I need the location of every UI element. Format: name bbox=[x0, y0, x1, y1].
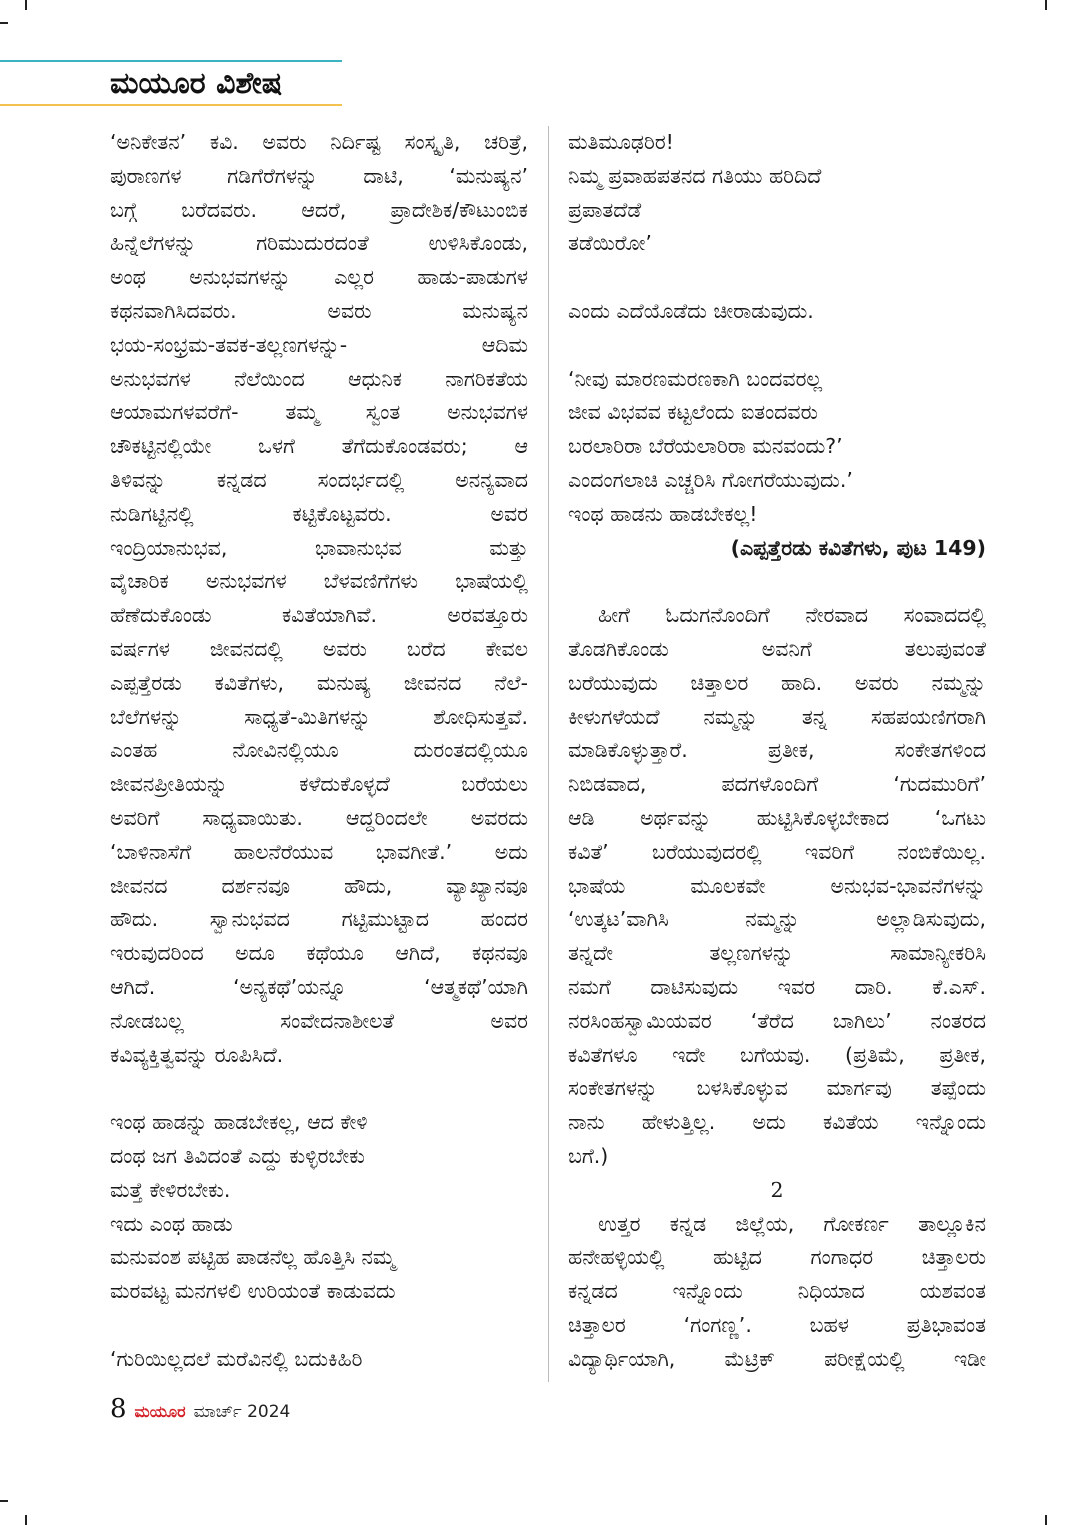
text-line: ಆಯಾಮಗಳವರೆಗೆ- ತಮ್ಮ ಸ್ವಂತ ಅನುಭವಗಳ bbox=[110, 400, 528, 425]
text-line: ಚೌಕಟ್ಟಿನಲ್ಲಿಯೇ ಒಳಗೆ ತೆಗೆದುಕೊಂಡವರು; ಆ bbox=[110, 434, 528, 459]
text-line: ತಿಳಿವನ್ನು ಕನ್ನಡದ ಸಂದರ್ಭದಲ್ಲಿ ಅನನ್ಯವಾದ bbox=[110, 467, 528, 492]
text-line: ಹಿನ್ನೆಲೆಗಳನ್ನು ಗರಿಮುದುರದಂತೆ ಉಳಿಸಿಕೊಂಡು, bbox=[110, 231, 528, 256]
poem-line: ಮತಿಮೂಢರಿರ! bbox=[568, 130, 674, 154]
text-line: ‘ಬಾಳಿನಾಸೆಗೆ ಹಾಲನೆರೆಯುವ ಭಾವಗೀತೆ.’ ಅದು bbox=[110, 839, 528, 864]
text-line: ವೈಚಾರಿಕ ಅನುಭವಗಳ ಬೆಳವಣಿಗೆಗಳು ಭಾಷೆಯಲ್ಲಿ bbox=[110, 569, 528, 594]
text-line: ವರ್ಷಗಳ ಜೀವನದಲ್ಲಿ ಅವರು ಬರೆದ ಕೇವಲ bbox=[110, 636, 528, 661]
body-paragraph bbox=[568, 1208, 986, 1377]
text-line: ಭಾಷೆಯ ಮೂಲಕವೇ ಅನುಭವ-ಭಾವನೆಗಳನ್ನು bbox=[568, 873, 986, 898]
text-line: ನಿಬಿಡವಾದ, ಪದಗಳೊಂದಿಗೆ ‘ಗುದಮುರಿಗೆ’ bbox=[568, 772, 986, 797]
text-line: ನರಸಿಂಹಸ್ವಾಮಿಯವರ ‘ತೆರೆದ ಬಾಗಿಲು’ ನಂತರದ bbox=[568, 1008, 986, 1033]
text-line: ಬರೆಯುವುದು ಚಿತ್ತಾಲರ ಹಾದಿ. ಅವರು ನಮ್ಮನ್ನು bbox=[568, 670, 986, 695]
text-line: ಭಯ-ಸಂಭ್ರಮ-ತವಕ-ತಲ್ಲಣಗಳನ್ನು- ಆದಿಮ bbox=[110, 332, 528, 357]
text-line: ಇರುವುದರಿಂದ ಅದೂ ಕಥೆಯೂ ಆಗಿದೆ, ಕಥನವೂ bbox=[110, 941, 528, 966]
section-title: ಮಯೂರ ವಿಶೇಷ bbox=[110, 66, 283, 101]
right-column bbox=[568, 126, 986, 1376]
connector-line: ಎಂದು ಎದೆಯೊಡೆದು ಚೀರಾಡುವುದು. bbox=[568, 298, 814, 323]
text-line: ನುಡಿಗಟ್ಟಿನಲ್ಲಿ ಕಟ್ಟಿಕೊಟ್ಟವರು. ಅವರ bbox=[110, 501, 528, 526]
text-line: ಅನುಭವಗಳ ನೆಲೆಯಿಂದ ಆಧುನಿಕ ನಾಗರಿಕತೆಯ bbox=[110, 366, 528, 391]
header-accent-line-bottom bbox=[0, 104, 342, 106]
issue-date: ಮಾರ್ಚ್ 2024 bbox=[193, 1402, 291, 1422]
text-line: ಇಂದ್ರಿಯಾನುಭವ, ಭಾವಾನುಭವ ಮತ್ತು bbox=[110, 535, 528, 560]
poem-quote bbox=[568, 363, 986, 532]
text-line: ಹೀಗೆ ಓದುಗನೊಂದಿಗೆ ನೇರವಾದ ಸಂವಾದದಲ್ಲಿ bbox=[598, 603, 986, 628]
text-line: ಉತ್ತರ ಕನ್ನಡ ಜಿಲ್ಲೆಯ, ಗೋಕರ್ಣ ತಾಲ್ಲೂಕಿನ bbox=[598, 1211, 986, 1236]
text-line: ತೊಡಗಿಕೊಂಡು ಅವನಿಗೆ ತಲುಪುವಂತೆ bbox=[568, 636, 986, 661]
citation: (ಎಪ್ಪತ್ತೆರಡು ಕವಿತೆಗಳು, ಪುಟ 149) bbox=[730, 535, 986, 560]
poem-line: ನಿಮ್ಮ ಪ್ರವಾಹಪತನದ ಗತಿಯು ಹರಿದಿದೆ bbox=[568, 163, 822, 188]
poem-line: ಬರಲಾರಿರಾ ಬೆರೆಯಲಾರಿರಾ ಮನವಂದು?’ bbox=[568, 434, 843, 459]
text-line: ಜೀವನಪ್ರೀತಿಯನ್ನು ಕಳೆದುಕೊಳ್ಳದೆ ಬರೆಯಲು bbox=[110, 772, 528, 797]
crop-mark bbox=[0, 1500, 8, 1502]
text-line: ಎಂತಹ ನೋವಿನಲ್ಲಿಯೂ ದುರಂತದಲ್ಲಿಯೂ bbox=[110, 738, 528, 763]
paragraph-gap bbox=[110, 1072, 528, 1106]
text-line: ಎಪ್ಪತ್ತೆರಡು ಕವಿತೆಗಳು, ಮನುಷ್ಯ ಜೀವನದ ನೆಲೆ- bbox=[110, 670, 528, 695]
poem-line: ಮರವಟ್ಟ ಮನಗಳಲಿ ಉರಿಯಂತೆ ಕಾಡುವದು bbox=[110, 1279, 396, 1304]
poem-line: ‘ನೀವು ಮಾರಣಮರಣಕಾಗಿ ಬಂದವರಲ್ಲ bbox=[568, 366, 823, 391]
poem-line: ‘ಗುರಿಯಿಲ್ಲದಲೆ ಮರೆವಿನಲ್ಲಿ ಬದುಕಿಹಿರಿ bbox=[110, 1346, 363, 1371]
paragraph-gap bbox=[568, 329, 986, 363]
left-column bbox=[110, 126, 528, 1376]
poem-line: ಇದು ಎಂಥ ಹಾಡು bbox=[110, 1211, 233, 1236]
text-line: ಜೀವನದ ದರ್ಶನವೂ ಹೌದು, ವ್ಯಾಖ್ಯಾನವೂ bbox=[110, 873, 528, 898]
poem-line: ಇಂಥ ಹಾಡನು ಹಾಡಬೇಕಲ್ಲ! bbox=[568, 501, 758, 526]
text-line: ನಮಗೆ ದಾಟಿಸುವುದು ಇವರ ದಾರಿ. ಕೆ.ಎಸ್. bbox=[568, 974, 986, 999]
poem-quote bbox=[110, 1106, 528, 1309]
page-footer bbox=[110, 1394, 290, 1430]
page-number: 8 bbox=[110, 1394, 127, 1424]
text-line: ಬಗ್ಗೆ ಬರೆದವರು. ಆದರೆ, ಪ್ರಾದೇಶಿಕ/ಕೌಟುಂಬಿಕ bbox=[110, 197, 528, 222]
column-divider bbox=[548, 126, 549, 1382]
text-line: ಅಂಥ ಅನುಭವಗಳನ್ನು ಎಲ್ಲರ ಹಾಡು-ಪಾಡುಗಳ bbox=[110, 265, 528, 290]
text-line: ನೋಡಬಲ್ಲ ಸಂವೇದನಾಶೀಲತೆ ಅವರ bbox=[110, 1008, 528, 1033]
text-line: ‘ಉತ್ಕಟ’ವಾಗಿಸಿ ನಮ್ಮನ್ನು ಅಲ್ಲಾಡಿಸುವುದು, bbox=[568, 907, 986, 932]
poem-line: ಪ್ರಪಾತದೆಡೆ bbox=[568, 197, 642, 222]
paragraph-gap bbox=[110, 1309, 528, 1343]
text-line: ಕನ್ನಡದ ಇನ್ನೊಂದು ನಿಧಿಯಾದ ಯಶವಂತ bbox=[568, 1279, 986, 1304]
text-line: ಬಗೆ.) bbox=[568, 1143, 609, 1168]
crop-mark bbox=[0, 22, 8, 24]
text-line: ಮಾಡಿಕೊಳ್ಳುತ್ತಾರೆ. ಪ್ರತೀಕ, ಸಂಕೇತಗಳಿಂದ bbox=[568, 738, 986, 763]
section-number: 2 bbox=[770, 1177, 784, 1202]
text-line: ಬೆಲೆಗಳನ್ನು ಸಾಧ್ಯತೆ-ಮಿತಿಗಳನ್ನು ಶೋಧಿಸುತ್ತವೆ. bbox=[110, 704, 528, 729]
crop-mark bbox=[25, 0, 27, 10]
text-line: ಹೌದು. ಸ್ವಾನುಭವದ ಗಟ್ಟಿಮುಟ್ಟಾದ ಹಂದರ bbox=[110, 907, 528, 932]
text-line: ಕಥನವಾಗಿಸಿದವರು. ಅವರು ಮನುಷ್ಯನ bbox=[110, 298, 528, 323]
poem-line: ತಡೆಯಿರೋ’ bbox=[568, 231, 652, 256]
poem-line: ಜೀವ ವಿಭವವ ಕಟ್ಟಲೆಂದು ಐತಂದವರು bbox=[568, 400, 818, 425]
paragraph-gap bbox=[568, 261, 986, 295]
poem-line: ಮನುವಂಶ ಪಟ್ಟಿಹ ಪಾಡನೆಲ್ಲ ಹೊತ್ತಿಸಿ ನಮ್ಮ bbox=[110, 1245, 396, 1270]
text-line: ಸಂಕೇತಗಳನ್ನು ಬಳಸಿಕೊಳ್ಳುವ ಮಾರ್ಗವು ತಪ್ಪೆಂದು bbox=[568, 1076, 986, 1101]
text-line: ‘ಅನಿಕೇತನ’ ಕವಿ. ಅವರು ನಿರ್ದಿಷ್ಟ ಸಂಸ್ಕೃತಿ, ಚರಿತ್ರೆ, bbox=[110, 130, 528, 154]
text-line: ಹನೇಹಳ್ಳಿಯಲ್ಲಿ ಹುಟ್ಟಿದ ಗಂಗಾಧರ ಚಿತ್ತಾಲರು bbox=[568, 1245, 986, 1270]
poem-line: ಎಂದಂಗಲಾಚಿ ಎಚ್ಚರಿಸಿ ಗೋಗರೆಯುವುದು.’ bbox=[568, 467, 853, 492]
text-line: ಪುರಾಣಗಳ ಗಡಿಗೆರೆಗಳನ್ನು ದಾಟಿ, ‘ಮನುಷ್ಯನ’ bbox=[110, 163, 528, 188]
text-line: ಕೀಳುಗಳೆಯದೆ ನಮ್ಮನ್ನು ತನ್ನ ಸಹಪಯಣಿಗರಾಗಿ bbox=[568, 704, 986, 729]
poem-line: ಇಂಥ ಹಾಡನ್ನು ಹಾಡಬೇಕಲ್ಲ, ಆದ ಕೇಳಿ bbox=[110, 1110, 368, 1135]
text-line: ಕವಿವ್ಯಕ್ತಿತ್ವವನ್ನು ರೂಪಿಸಿದೆ. bbox=[110, 1042, 284, 1067]
header-accent-line-top bbox=[0, 60, 342, 62]
crop-mark bbox=[1045, 1515, 1047, 1525]
text-line: ಚಿತ್ತಾಲರ ‘ಗಂಗಣ್ಣ’. ಬಹಳ ಪ್ರತಿಭಾವಂತ bbox=[568, 1312, 986, 1337]
paragraph-gap bbox=[568, 565, 986, 599]
text-line: ಕವಿತೆಗಳೂ ಇದೇ ಬಗೆಯವು. (ಪ್ರತಿಮೆ, ಪ್ರತೀಕ, bbox=[568, 1042, 986, 1067]
text-line: ಕವಿತೆ’ ಬರೆಯುವುದರಲ್ಲಿ ಇವರಿಗೆ ನಂಬಿಕೆಯಿಲ್ಲ. bbox=[568, 839, 986, 864]
body-paragraph bbox=[110, 126, 528, 1072]
crop-mark bbox=[25, 1515, 27, 1525]
text-line: ಆಗಿದೆ. ‘ಅನ್ಯಕಥೆ’ಯನ್ನೂ ‘ಆತ್ಮಕಥೆ’ಯಾಗಿ bbox=[110, 974, 528, 999]
text-line: ನಾನು ಹೇಳುತ್ತಿಲ್ಲ. ಅದು ಕವಿತೆಯ ಇನ್ನೊಂದು bbox=[568, 1110, 986, 1135]
text-line: ಅವರಿಗೆ ಸಾಧ್ಯವಾಯಿತು. ಆದ್ದರಿಂದಲೇ ಅವರದು bbox=[110, 805, 528, 830]
poem-quote bbox=[568, 126, 986, 261]
text-line: ಆಡಿ ಅರ್ಥವನ್ನು ಹುಟ್ಟಿಸಿಕೊಳ್ಳಬೇಕಾದ ‘ಒಗಟು bbox=[568, 805, 986, 830]
poem-line: ದಂಥ ಜಗ ತಿವಿದಂತೆ ಎದ್ದು ಕುಳ್ಳಿರಬೇಕು bbox=[110, 1143, 365, 1168]
text-line: ಹೆಣೆದುಕೊಂಡು ಕವಿತೆಯಾಗಿವೆ. ಅರವತ್ತೂರು bbox=[110, 603, 528, 628]
crop-mark bbox=[1045, 0, 1047, 10]
text-line: ತನ್ನದೇ ತಲ್ಲಣಗಳನ್ನು ಸಾಮಾನ್ಯೀಕರಿಸಿ bbox=[568, 941, 986, 966]
poem-line: ಮತ್ತೆ ಕೇಳಿರಬೇಕು. bbox=[110, 1177, 231, 1202]
text-line: ವಿದ್ಯಾರ್ಥಿಯಾಗಿ, ಮೆಟ್ರಿಕ್ ಪರೀಕ್ಷೆಯಲ್ಲಿ ಇಡೀ bbox=[568, 1346, 986, 1371]
magazine-logo: ಮಯೂರ bbox=[134, 1402, 186, 1421]
body-paragraph bbox=[568, 599, 986, 1174]
